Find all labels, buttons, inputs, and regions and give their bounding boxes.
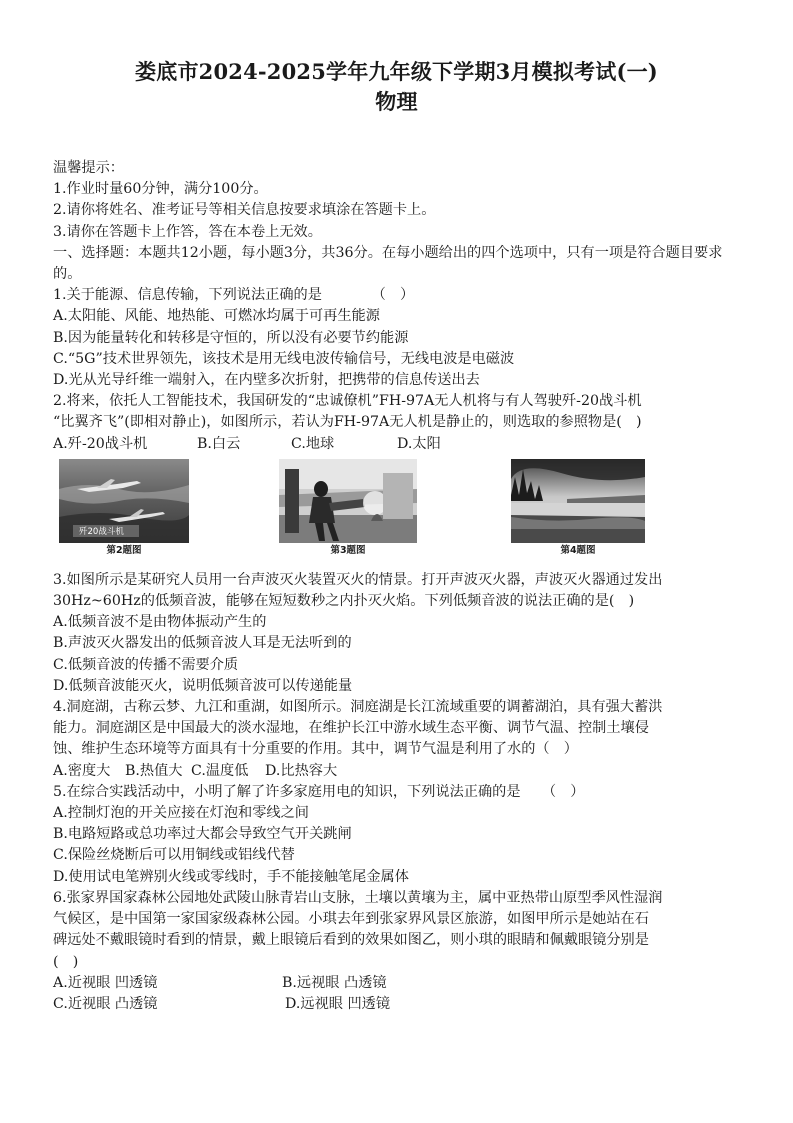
lake-photo <box>511 459 645 543</box>
q5-option-c: C.保险丝烧断后可以用铜线或铝线代替 <box>53 847 295 864</box>
q2-option-d: D.太阳 <box>397 435 441 452</box>
q6-option-d: D.远视眼 凹透镜 <box>285 995 391 1012</box>
q1-option-a: A.太阳能、风能、地热能、可燃冰均属于可再生能源 <box>53 308 380 325</box>
q1-option-b: B.因为能量转化和转移是守恒的，所以没有必要节约能源 <box>53 329 409 346</box>
section-heading: 一、选择题：本题共12小题，每小题3分，共36分。在每小题给出的四个选项中，只有一项是符合题目要求的。 <box>53 244 723 283</box>
fighter-jet-photo <box>59 459 189 543</box>
q4-stem-line1: 4.洞庭湖，古称云梦、九江和重湖，如图所示。洞庭湖是长江流域重要的调蓄湖泊，具有强大蓄洪 <box>53 699 663 716</box>
figure-3 <box>279 459 417 557</box>
notice-item-1: 1.作业时量60分钟，满分100分。 <box>53 181 268 198</box>
q6-stem-line2: 气候区，是中国第一家国家级森林公园。小琪去年到张家界风景区旅游，如图甲所示是她站在石 <box>53 911 649 928</box>
subject-title: 物理 <box>375 89 418 114</box>
q6-option-c: C.近视眼 凸透镜 <box>53 995 158 1012</box>
q3-option-d: D.低频音波能灭火，说明低频音波可以传递能量 <box>53 677 353 694</box>
q4-option-d: D.比热容大 <box>265 762 338 779</box>
q1-option-d: D.光从光导纤维一端射入，在内壁多次折射，把携带的信息传送出去 <box>53 372 480 389</box>
q6-stem-line3: 碑远处不戴眼镜时看到的情景，戴上眼镜后看到的效果如图乙，则小琪的眼睛和佩戴眼镜分别是 <box>53 932 649 949</box>
q6-stem-line1: 6.张家界国家森林公园地处武陵山脉青岩山支脉，土壤以黄壤为主，属中亚热带山原型季风性湿润 <box>53 889 663 906</box>
q3-option-b: B.声波灭火器发出的低频音波人耳是无法听到的 <box>53 635 352 652</box>
q5-stem: 5.在综合实践活动中，小明了解了许多家庭用电的知识，下列说法正确的是 （ ） <box>53 783 585 800</box>
q5-option-b: B.电路短路或总功率过大都会导致空气开关跳闸 <box>53 826 352 843</box>
q6-stem-line4: ( ) <box>53 953 79 970</box>
figure-row <box>53 459 743 566</box>
q1-stem: 1.关于能源、信息传输，下列说法正确的是 （ ） <box>53 287 415 304</box>
sonic-extinguisher-photo <box>279 459 417 543</box>
q4-stem-line2: 能力。洞庭湖区是中国最大的淡水湿地，在维护长江中游水域生态平衡、调节气温、控制土壤侵 <box>53 720 649 737</box>
notice-item-2: 2.请你将姓名、准考证号等相关信息按要求填涂在答题卡上。 <box>53 202 436 219</box>
q2-option-a: A.歼-20战斗机 <box>53 435 148 452</box>
figure-4-caption: 第4题图 <box>560 544 596 556</box>
q6-options-row1 <box>53 973 743 994</box>
q2-stem-line1: 2.将来，依托人工智能技术，我国研发的“忠诚僚机”FH-97A无人机将与有人驾驶歼-20战斗机 <box>53 393 642 410</box>
q5-option-d: D.使用试电笔辨别火线或零线时，手不能接触笔尾金属体 <box>53 868 409 885</box>
exam-content <box>53 158 743 1015</box>
q3-stem-line2: 30Hz~60Hz的低频音波，能够在短短数秒之内扑灭火焰。下列低频音波的说法正确的是( ) <box>53 593 635 610</box>
exam-title: 娄底市2024-2025学年九年级下学期3月模拟考试(一) <box>135 59 658 84</box>
figure-3-caption: 第3题图 <box>330 544 366 556</box>
figure-2-caption: 第2题图 <box>106 544 142 556</box>
q3-stem-line1: 3.如图所示是某研究人员用一台声波灭火装置灭火的情景。打开声波灭火器，声波灭火器通过发出 <box>53 571 663 588</box>
q2-option-b: B.白云 <box>197 435 241 452</box>
q2-stem-line2: “比翼齐飞”(即相对静止)，如图所示，若认为FH-97A无人机是静止的，则选取的参照物是( ) <box>53 414 642 431</box>
q1-option-c: C.“5G”技术世界领先，该技术是用无线电波传输信号，无线电波是电磁波 <box>53 350 515 367</box>
notice-heading: 温馨提示： <box>53 160 124 176</box>
q4-stem-line3: 蚀、维护生态环境等方面具有十分重要的作用。其中，调节气温是利用了水的（ ） <box>53 741 578 758</box>
q3-option-a: A.低频音波不是由物体振动产生的 <box>53 614 267 631</box>
q3-option-c: C.低频音波的传播不需要介质 <box>53 656 239 673</box>
q2-option-c: C.地球 <box>291 435 335 452</box>
figure-2-label: 歼20战斗机 <box>79 526 124 537</box>
figure-2 <box>59 459 189 557</box>
q4-options <box>53 761 743 782</box>
q6-option-b: B.远视眼 凸透镜 <box>282 974 387 991</box>
q5-option-a: A.控制灯泡的开关应接在灯泡和零线之间 <box>53 805 309 822</box>
figure-4 <box>511 459 645 557</box>
q6-options-row2 <box>53 994 743 1015</box>
q6-option-a: A.近视眼 凹透镜 <box>53 974 158 991</box>
q4-option-b: B.热值大 <box>125 762 183 779</box>
q4-option-a: A.密度大 <box>53 762 111 779</box>
q4-option-c: C.温度低 <box>191 762 249 779</box>
q2-options <box>53 434 743 455</box>
notice-item-3: 3.请你在答题卡上作答，答在本卷上无效。 <box>53 223 322 240</box>
